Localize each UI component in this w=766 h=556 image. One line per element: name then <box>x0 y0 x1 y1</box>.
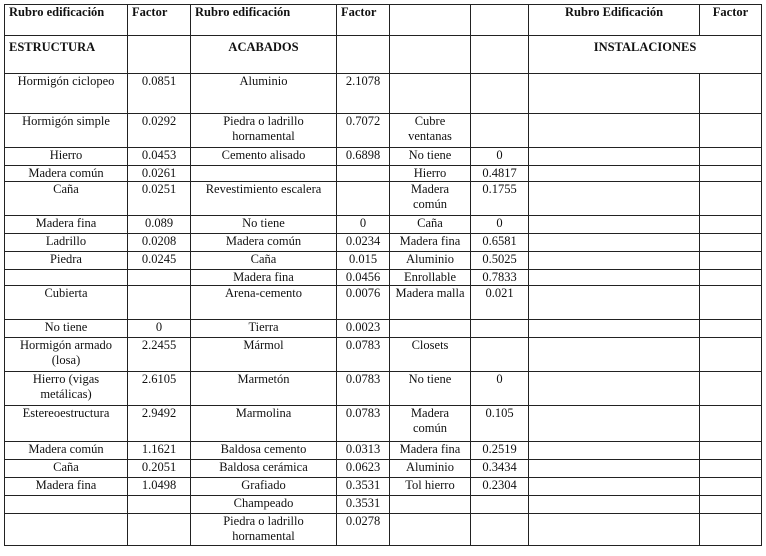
header-factor-2: Factor <box>337 5 390 36</box>
instalaciones-empty-cell <box>700 74 762 114</box>
table-row <box>5 514 762 546</box>
factor-cell: 0.4817 <box>471 166 529 182</box>
instalaciones-empty-cell <box>529 216 700 234</box>
factor-cell: 0.6581 <box>471 234 529 252</box>
instalaciones-empty-cell <box>700 252 762 270</box>
table-row <box>5 216 762 234</box>
instalaciones-empty-cell <box>529 478 700 496</box>
factor-cell: 0 <box>471 372 529 406</box>
factor-cell: 0.0456 <box>337 270 390 286</box>
instalaciones-empty-cell <box>700 514 762 546</box>
table-row <box>5 286 762 320</box>
table-row <box>5 252 762 270</box>
rubro-cell: Caña <box>5 460 128 478</box>
rubro-cell <box>390 320 471 338</box>
instalaciones-empty-cell <box>700 286 762 320</box>
section-empty-5 <box>390 36 471 74</box>
rubro-cell <box>191 166 337 182</box>
instalaciones-empty-cell <box>529 114 700 148</box>
rubro-cell: Tierra <box>191 320 337 338</box>
rubro-cell: Madera fina <box>390 442 471 460</box>
factor-cell: 0.0313 <box>337 442 390 460</box>
rubro-cell: Madera fina <box>390 234 471 252</box>
rubro-cell: Marmolina <box>191 406 337 442</box>
rubro-cell <box>390 496 471 514</box>
rubro-cell: Baldosa cemento <box>191 442 337 460</box>
rubro-cell: Champeado <box>191 496 337 514</box>
instalaciones-empty-cell <box>700 478 762 496</box>
instalaciones-empty-cell <box>529 406 700 442</box>
rubro-cell: Caña <box>5 182 128 216</box>
instalaciones-empty-cell <box>529 460 700 478</box>
rubro-cell: Madera común <box>5 442 128 460</box>
factor-cell: 0.2304 <box>471 478 529 496</box>
factor-cell: 0.0783 <box>337 406 390 442</box>
section-row <box>5 36 762 74</box>
rubro-cell: Revestimiento escalera <box>191 182 337 216</box>
rubro-cell: Tol hierro <box>390 478 471 496</box>
rubro-cell: Madera común <box>191 234 337 252</box>
rubro-cell: Hierro <box>5 148 128 166</box>
instalaciones-empty-cell <box>529 496 700 514</box>
rubro-cell: Hierro (vigas metálicas) <box>5 372 128 406</box>
rubro-cell: Madera común <box>5 166 128 182</box>
factor-cell <box>337 182 390 216</box>
section-empty-6 <box>471 36 529 74</box>
instalaciones-empty-cell <box>529 234 700 252</box>
rubro-cell: Arena-cemento <box>191 286 337 320</box>
factor-cell: 0.0208 <box>128 234 191 252</box>
rubro-cell <box>390 514 471 546</box>
rubro-cell: Hormigón armado (losa) <box>5 338 128 372</box>
table-row <box>5 372 762 406</box>
header-factor-1: Factor <box>128 5 191 36</box>
rubro-factor-table <box>4 4 762 546</box>
factor-cell: 1.1621 <box>128 442 191 460</box>
table-row <box>5 460 762 478</box>
table-row <box>5 148 762 166</box>
factor-cell: 0.3434 <box>471 460 529 478</box>
rubro-cell: Hormigón simple <box>5 114 128 148</box>
rubro-cell: Piedra o ladrillo hornamental <box>191 114 337 148</box>
factor-cell <box>128 514 191 546</box>
rubro-cell: Madera común <box>390 406 471 442</box>
instalaciones-empty-cell <box>700 270 762 286</box>
instalaciones-empty-cell <box>529 148 700 166</box>
rubro-cell: Aluminio <box>390 252 471 270</box>
factor-cell: 0.0851 <box>128 74 191 114</box>
instalaciones-empty-cell <box>700 148 762 166</box>
instalaciones-empty-cell <box>700 114 762 148</box>
section-estructura: ESTRUCTURA <box>5 36 128 74</box>
factor-cell: 2.6105 <box>128 372 191 406</box>
header-rubro-1: Rubro edificación <box>5 5 128 36</box>
rubro-cell: Grafiado <box>191 478 337 496</box>
factor-cell <box>471 338 529 372</box>
factor-cell <box>471 74 529 114</box>
rubro-cell <box>5 270 128 286</box>
factor-cell: 0.0076 <box>337 286 390 320</box>
factor-cell: 0.3531 <box>337 478 390 496</box>
table-row <box>5 496 762 514</box>
table-row <box>5 270 762 286</box>
header-rubro-2: Rubro edificación <box>191 5 337 36</box>
header-row <box>5 5 762 36</box>
rubro-cell: Piedra <box>5 252 128 270</box>
rubro-cell: No tiene <box>191 216 337 234</box>
instalaciones-empty-cell <box>700 442 762 460</box>
instalaciones-empty-cell <box>700 182 762 216</box>
rubro-cell: Aluminio <box>191 74 337 114</box>
rubro-cell: Hormigón ciclopeo <box>5 74 128 114</box>
factor-cell: 2.1078 <box>337 74 390 114</box>
instalaciones-empty-cell <box>700 338 762 372</box>
factor-cell: 0.0245 <box>128 252 191 270</box>
factor-cell <box>128 286 191 320</box>
instalaciones-empty-cell <box>700 460 762 478</box>
factor-cell <box>128 270 191 286</box>
instalaciones-empty-cell <box>529 442 700 460</box>
instalaciones-empty-cell <box>529 514 700 546</box>
factor-cell: 2.2455 <box>128 338 191 372</box>
factor-cell: 0.0292 <box>128 114 191 148</box>
factor-cell: 0.015 <box>337 252 390 270</box>
table-row <box>5 74 762 114</box>
rubro-cell: Caña <box>390 216 471 234</box>
factor-cell: 0 <box>471 148 529 166</box>
table-row <box>5 478 762 496</box>
factor-cell <box>471 496 529 514</box>
instalaciones-empty-cell <box>529 320 700 338</box>
factor-cell: 0.0261 <box>128 166 191 182</box>
instalaciones-empty-cell <box>529 338 700 372</box>
rubro-cell: Ladrillo <box>5 234 128 252</box>
instalaciones-empty-cell <box>700 406 762 442</box>
instalaciones-empty-cell <box>700 166 762 182</box>
factor-cell: 0.0783 <box>337 338 390 372</box>
instalaciones-empty-cell <box>700 496 762 514</box>
rubro-cell: Enrollable <box>390 270 471 286</box>
rubro-cell: Baldosa cerámica <box>191 460 337 478</box>
factor-cell: 0.021 <box>471 286 529 320</box>
rubro-cell <box>5 514 128 546</box>
rubro-cell: Hierro <box>390 166 471 182</box>
factor-cell: 0.5025 <box>471 252 529 270</box>
instalaciones-empty-cell <box>529 166 700 182</box>
table-row <box>5 182 762 216</box>
instalaciones-empty-cell <box>700 372 762 406</box>
table-row <box>5 166 762 182</box>
instalaciones-empty-cell <box>529 182 700 216</box>
instalaciones-empty-cell <box>529 252 700 270</box>
rubro-cell: No tiene <box>390 148 471 166</box>
table-row <box>5 406 762 442</box>
factor-cell: 0.6898 <box>337 148 390 166</box>
rubro-cell: Cubierta <box>5 286 128 320</box>
factor-cell: 0.7833 <box>471 270 529 286</box>
factor-cell: 0 <box>471 216 529 234</box>
rubro-cell <box>390 74 471 114</box>
factor-cell <box>337 166 390 182</box>
rubro-cell: Cubre ventanas <box>390 114 471 148</box>
rubro-cell: Closets <box>390 338 471 372</box>
section-instalaciones: INSTALACIONES <box>529 36 762 74</box>
table-row <box>5 320 762 338</box>
table-row <box>5 442 762 460</box>
factor-cell <box>471 320 529 338</box>
header-rubro-4: Rubro Edificación <box>529 5 700 36</box>
rubro-cell: Madera fina <box>191 270 337 286</box>
factor-cell: 0.0251 <box>128 182 191 216</box>
rubro-cell: No tiene <box>390 372 471 406</box>
table-row <box>5 338 762 372</box>
rubro-cell: Estereoestructura <box>5 406 128 442</box>
rubro-cell: Aluminio <box>390 460 471 478</box>
instalaciones-empty-cell <box>529 270 700 286</box>
instalaciones-empty-cell <box>529 74 700 114</box>
header-empty-5 <box>390 5 471 36</box>
rubro-cell: Marmetón <box>191 372 337 406</box>
factor-cell: 0.2051 <box>128 460 191 478</box>
table-row <box>5 114 762 148</box>
rubro-cell: Madera malla <box>390 286 471 320</box>
factor-cell: 0.089 <box>128 216 191 234</box>
header-factor-4: Factor <box>700 5 762 36</box>
factor-cell: 0.0234 <box>337 234 390 252</box>
rubro-cell: No tiene <box>5 320 128 338</box>
factor-cell <box>471 514 529 546</box>
factor-cell <box>128 496 191 514</box>
instalaciones-empty-cell <box>700 216 762 234</box>
factor-cell: 0.0783 <box>337 372 390 406</box>
rubro-cell: Madera común <box>390 182 471 216</box>
instalaciones-empty-cell <box>529 286 700 320</box>
factor-cell: 0 <box>337 216 390 234</box>
rubro-cell: Piedra o ladrillo hornamental <box>191 514 337 546</box>
rubro-cell <box>5 496 128 514</box>
factor-cell: 0.7072 <box>337 114 390 148</box>
table-row <box>5 234 762 252</box>
rubro-cell: Madera fina <box>5 478 128 496</box>
instalaciones-empty-cell <box>700 234 762 252</box>
factor-cell: 0.0453 <box>128 148 191 166</box>
factor-cell: 0.1755 <box>471 182 529 216</box>
factor-cell: 0 <box>128 320 191 338</box>
rubro-cell: Cemento alisado <box>191 148 337 166</box>
section-empty-2 <box>128 36 191 74</box>
factor-cell: 2.9492 <box>128 406 191 442</box>
header-empty-6 <box>471 5 529 36</box>
rubro-cell: Mármol <box>191 338 337 372</box>
factor-cell: 1.0498 <box>128 478 191 496</box>
factor-cell: 0.0278 <box>337 514 390 546</box>
factor-cell: 0.2519 <box>471 442 529 460</box>
rubro-cell: Madera fina <box>5 216 128 234</box>
factor-cell: 0.0623 <box>337 460 390 478</box>
instalaciones-empty-cell <box>529 372 700 406</box>
section-acabados: ACABADOS <box>191 36 337 74</box>
factor-cell: 0.0023 <box>337 320 390 338</box>
factor-cell: 0.3531 <box>337 496 390 514</box>
instalaciones-empty-cell <box>700 320 762 338</box>
rubro-cell: Caña <box>191 252 337 270</box>
section-empty-4 <box>337 36 390 74</box>
factor-cell: 0.105 <box>471 406 529 442</box>
factor-cell <box>471 114 529 148</box>
